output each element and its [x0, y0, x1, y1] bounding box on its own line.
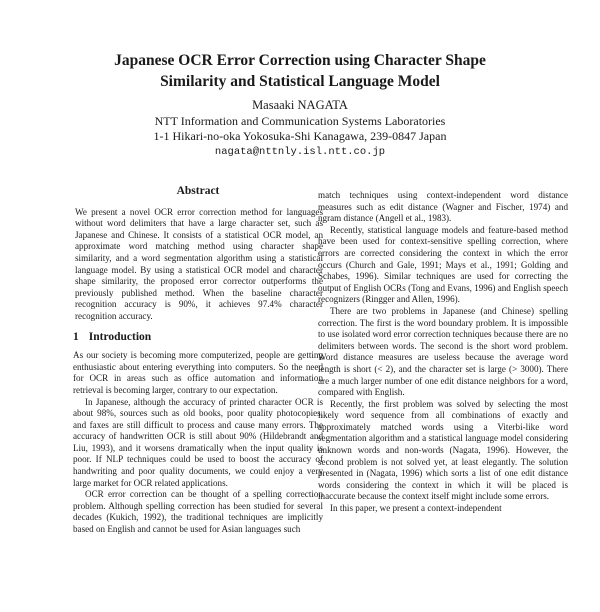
author-name: Masaaki NAGATA [252, 98, 348, 112]
abstract-text: We present a novel OCR error correction method for languages without word delimiters that have a large character set, such as Japanese and Chinese. It consists of a statistical OCR model, an approximate word matching method using character shape similarity, and a word segmentation algorithm using a statistical language model. By using a statistical OCR model and character shape similarity, the proposed error corrector outperforms the previously published method. When the baseline character recognition accuracy is 90%, it achieves 97.4% character recognition accuracy. [75, 206, 323, 321]
section-title: Introduction [88, 330, 152, 343]
intro-paragraph-2: In Japanese, although the accuracy of printed character OCR is about 98%, sources such as old books, poor quality photocopies, and faxes are still difficult to process and cause many errors. The accuracy of handwritten OCR is still about 90% (Hildebrandt and Liu, 1993), and it worsens dramatically when the input quality is poor. If NLP techniques could be used to boost the accuracy of handwriting and poor quality documents, we could enjoy a very large market for OCR related applications. [73, 396, 323, 488]
right-paragraph-2: Recently, statistical language models and feature-based method have been used for context-sensitive spelling correction, where errors are corrected considering the context in which the error occurs (Church and Gale, 1991; Mays et al., 1991; Golding and Schabes, 1996). Similar techniques are used for correcting the output of English OCRs (Tong and Evans, 1996) and English speech recognizers (Ringger and Allen, 1996). [318, 224, 568, 305]
abstract-heading: Abstract [176, 186, 220, 197]
right-column [318, 190, 568, 612]
author-affiliation: NTT Information and Communication Systems Laboratories [154, 113, 446, 128]
right-paragraph-5: In this paper, we present a context-independent [330, 503, 502, 514]
section-heading-introduction [73, 332, 323, 344]
abstract-body [73, 207, 323, 323]
author-email: nagata@nttnly.isl.ntt.co.jp [214, 145, 386, 158]
author-block [40, 98, 560, 160]
title-line-1: Japanese OCR Error Correction using Character Shape [114, 52, 486, 69]
intro-paragraph-3: OCR error correction can be thought of a spelling correction problem. Although spelling correction has been studied for several decades (Kukich, 1992), the traditional techniques are implicitly based on English and cannot be used for Asian languages such [73, 489, 323, 535]
intro-paragraph-1: As our society is becoming more computerized, people are getting enthusiastic about entering everything into computers. So the need for OCR in areas such as office automation and information retrieval is becoming larger, contrary to our expectation. [73, 350, 323, 395]
author-address: 1-1 Hikari-no-oka Yokosuka-Shi Kanagawa, 239-0847 Japan [153, 129, 447, 143]
title-line-2: Similarity and Statistical Language Model [160, 73, 440, 90]
right-paragraph-3: There are two problems in Japanese (and Chinese) spelling correction. The first is the word boundary problem. It is impossible to use isolated word error correction techniques because there are no delimiters between words. The second is the short word problem. Word distance measures are useless because the average word length is short (< 2), and the character set is large (> 3000). There are a much larger number of one edit distance neighbors for a word, compared with English. [318, 305, 568, 398]
section-number: 1 [73, 330, 79, 343]
right-paragraph-1: match techniques using context-independent word distance measures such as edit distance (Wagner and Fischer, 1974) and ngram distance (Angell et al., 1983). [318, 190, 568, 224]
paper-title [40, 50, 560, 92]
right-paragraph-4: Recently, the first problem was solved by selecting the most likely word sequence from all combinations of exactly and approximately matched words using a Viterbi-like word segmentation algorithm and a statistical language model considering unknown words and non-words (Nagata, 1996). However, the second problem is not solved yet, at least elegantly. The solution presented in (Nagata, 1996) which sorts a list of one edit distance words considering the context in which it will be placed is inaccurate because the context itself might include some errors. [318, 398, 568, 502]
left-column [73, 186, 323, 608]
